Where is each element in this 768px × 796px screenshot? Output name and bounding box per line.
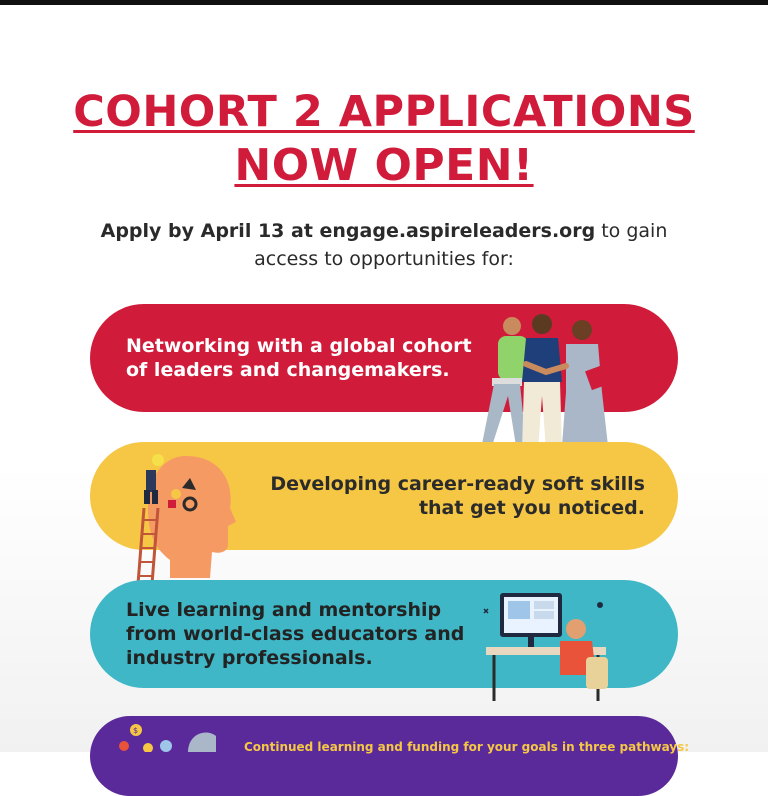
networking-card-text xyxy=(126,334,472,382)
networking-text-line-1: Networking with a global cohort xyxy=(126,335,472,357)
apply-instruction-line-2: access to opportunities for: xyxy=(254,248,514,270)
live-learning-text-line-3: industry professionals. xyxy=(126,647,373,669)
apply-instruction-line-1 xyxy=(0,217,768,245)
head-ladder-illustration xyxy=(130,448,240,588)
online-learning-illustration xyxy=(480,585,630,705)
headline-line-2: NOW OPEN! xyxy=(234,140,534,191)
funding-pathways-illustration xyxy=(110,722,220,752)
apply-deadline-link-text: Apply by April 13 at engage.aspireleaders.org xyxy=(100,220,596,242)
people-handshake-illustration xyxy=(462,312,632,462)
top-border xyxy=(0,0,768,5)
svg-text:$: $ xyxy=(133,726,139,735)
apply-instruction-tail: to gain xyxy=(595,220,668,242)
continued-learning-card-text: Continued learning and funding for your goals in three pathways: xyxy=(244,740,690,754)
live-learning-text-line-1: Live learning and mentorship xyxy=(126,599,442,621)
soft-skills-text-line-1: Developing career-ready soft skills xyxy=(270,473,645,495)
live-learning-card-text xyxy=(126,598,464,670)
soft-skills-text-line-2: that get you noticed. xyxy=(418,497,645,519)
headline-line-1: COHORT 2 APPLICATIONS xyxy=(73,87,695,137)
soft-skills-card-text xyxy=(270,472,645,520)
live-learning-text-line-2: from world-class educators and xyxy=(126,623,465,645)
networking-text-line-2: of leaders and changemakers. xyxy=(126,359,450,381)
